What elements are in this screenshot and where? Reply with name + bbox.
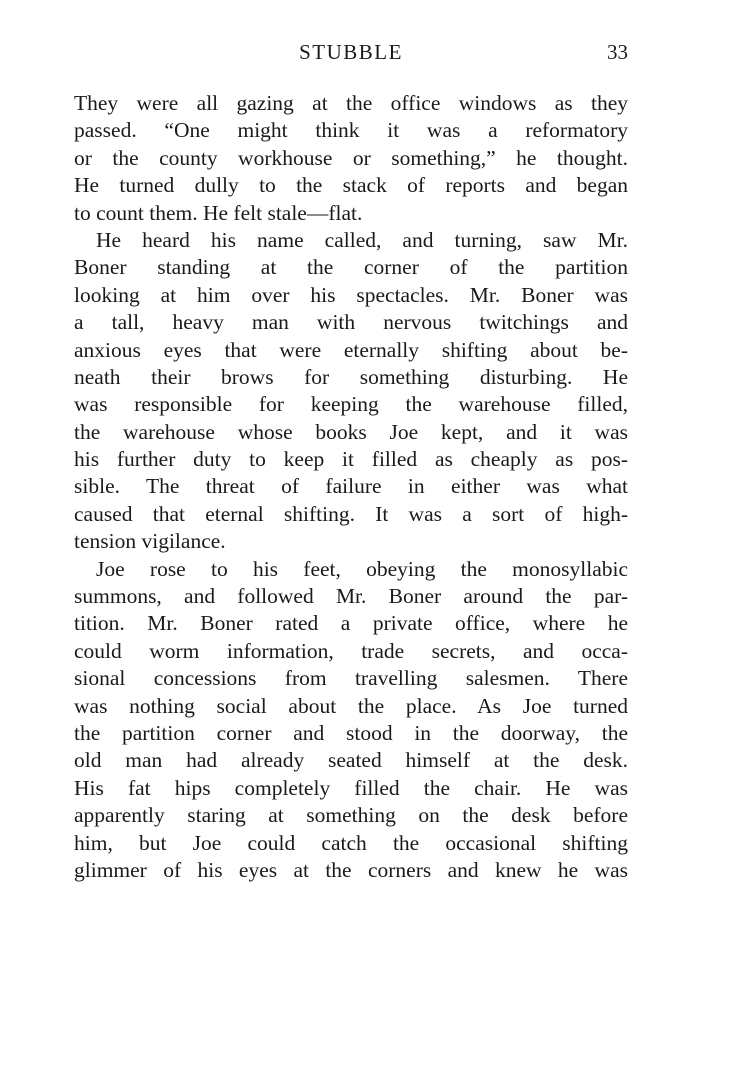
text-line: the warehouse whose books Joe kept, and it was: [74, 419, 628, 444]
text-line: or the county workhouse or something,” he thought.: [74, 145, 628, 170]
text-line: caused that eternal shifting. It was a sort of high-: [74, 501, 628, 526]
text-line: summons, and followed Mr. Boner around the par-: [74, 584, 628, 609]
text-line: sible. The threat of failure in either was what: [74, 474, 628, 499]
text-line: old man had already seated himself at the desk.: [74, 748, 628, 773]
running-head: [74, 40, 628, 72]
text-line: neath their brows for something disturbing. He: [74, 364, 628, 389]
text-line: was responsible for keeping the warehouse filled,: [74, 392, 628, 417]
text-line: glimmer of his eyes at the corners and knew he was: [74, 857, 628, 882]
text-line: tension vigilance.: [74, 529, 226, 554]
text-line: his further duty to keep it filled as cheaply as pos-: [74, 447, 628, 472]
text-line: was nothing social about the place. As Joe turned: [74, 693, 628, 718]
text-line: a tall, heavy man with nervous twitchings and: [74, 310, 628, 335]
running-title: STUBBLE: [299, 40, 403, 64]
text-line: passed. “One might think it was a reformatory: [74, 118, 628, 143]
body-text: [74, 90, 628, 884]
text-line: looking at him over his spectacles. Mr. Boner was: [74, 282, 628, 307]
text-line: His fat hips completely filled the chair. He was: [74, 775, 628, 800]
text-line: Joe rose to his feet, obeying the monosyllabic: [96, 556, 628, 581]
text-line: apparently staring at something on the desk before: [74, 803, 628, 828]
text-line: anxious eyes that were eternally shifting about be-: [74, 337, 628, 362]
text-line: Boner standing at the corner of the partition: [74, 255, 628, 280]
text-line: He turned dully to the stack of reports and began: [74, 173, 628, 198]
text-line: He heard his name called, and turning, saw Mr.: [96, 227, 628, 252]
text-line: could worm information, trade secrets, and occa-: [74, 638, 628, 663]
paragraph: [74, 90, 628, 227]
text-line: the partition corner and stood in the doorway, the: [74, 720, 628, 745]
paragraph: [74, 556, 628, 885]
text-line: sional concessions from travelling salesmen. There: [74, 666, 628, 691]
text-line: to count them. He felt stale—flat.: [74, 200, 363, 225]
paragraph: [74, 227, 628, 556]
book-page: [74, 40, 628, 884]
text-line: him, but Joe could catch the occasional shifting: [74, 830, 628, 855]
page-number: 33: [607, 40, 628, 64]
text-line: tition. Mr. Boner rated a private office, where he: [74, 611, 628, 636]
text-line: They were all gazing at the office windows as they: [74, 91, 628, 115]
